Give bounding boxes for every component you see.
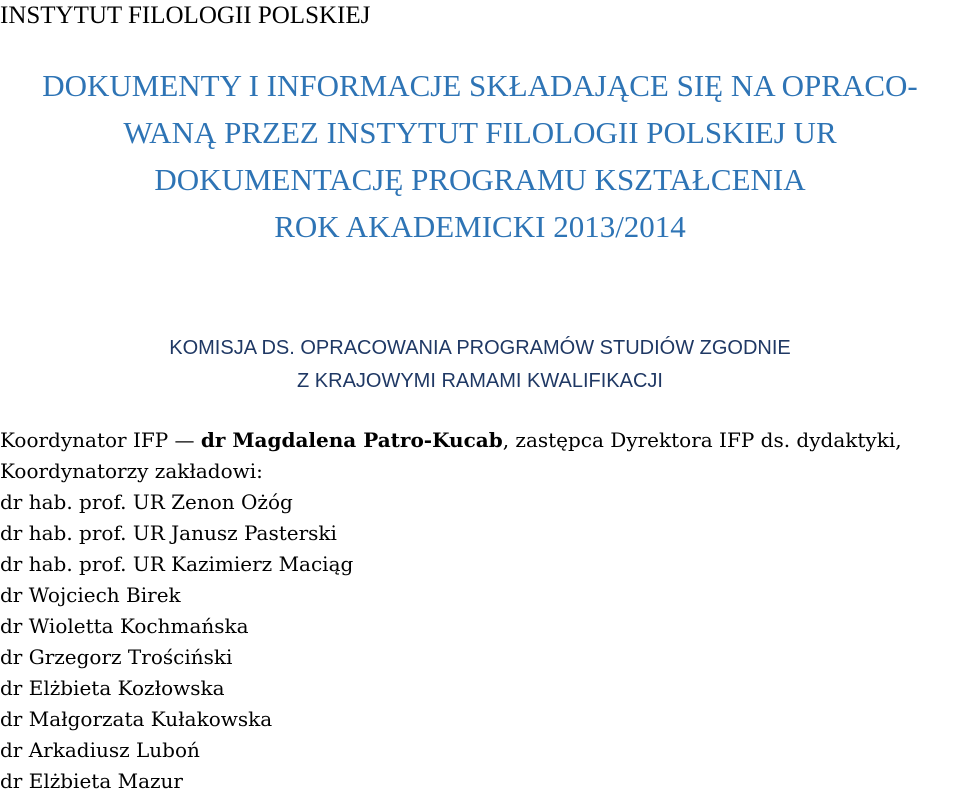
coordinator-line bbox=[0, 425, 960, 456]
title-line: DOKUMENTY I INFORMACJE SKŁADAJĄCE SIĘ NA OPRACO- bbox=[42, 68, 918, 103]
member-name: dr hab. prof. UR Zenon Ożóg bbox=[0, 490, 293, 514]
title-line: ROK AKADEMICKI 2013/2014 bbox=[274, 209, 686, 244]
coordinator-role: , zastępca Dyrektora IFP ds. dydaktyki, bbox=[502, 428, 902, 452]
member-name: dr Wioletta Kochmańska bbox=[0, 614, 249, 638]
commission-heading bbox=[0, 332, 960, 398]
member-name: dr Małgorzata Kułakowska bbox=[0, 707, 273, 731]
member-name: dr Arkadiusz Luboń bbox=[0, 738, 200, 762]
coordinator-name: dr Magdalena Patro-Kucab bbox=[200, 428, 503, 452]
member-name: dr Elżbieta Kozłowska bbox=[0, 676, 225, 700]
department-coordinators-label: Koordynatorzy zakładowi: bbox=[0, 459, 263, 483]
commission-line: Z KRAJOWYMI RAMAMI KWALIFIKACJI bbox=[297, 370, 663, 392]
title-line: DOKUMENTACJĘ PROGRAMU KSZTAŁCENIA bbox=[154, 162, 806, 197]
commission-line: KOMISJA DS. OPRACOWANIA PROGRAMÓW STUDIÓW ZGODNIE bbox=[169, 337, 791, 359]
member-name: dr Grzegorz Trościński bbox=[0, 645, 233, 669]
document-title bbox=[0, 62, 960, 250]
member-name: dr Elżbieta Mazur bbox=[0, 769, 183, 793]
coordinator-prefix: Koordynator IFP — bbox=[0, 428, 201, 452]
title-line: WANĄ PRZEZ INSTYTUT FILOLOGII POLSKIEJ UR bbox=[123, 115, 837, 150]
member-name: dr hab. prof. UR Janusz Pasterski bbox=[0, 521, 337, 545]
member-name: dr Wojciech Birek bbox=[0, 583, 181, 607]
member-list bbox=[0, 425, 960, 797]
institute-heading: INSTYTUT FILOLOGII POLSKIEJ bbox=[0, 2, 371, 29]
member-name: dr hab. prof. UR Kazimierz Maciąg bbox=[0, 552, 354, 576]
